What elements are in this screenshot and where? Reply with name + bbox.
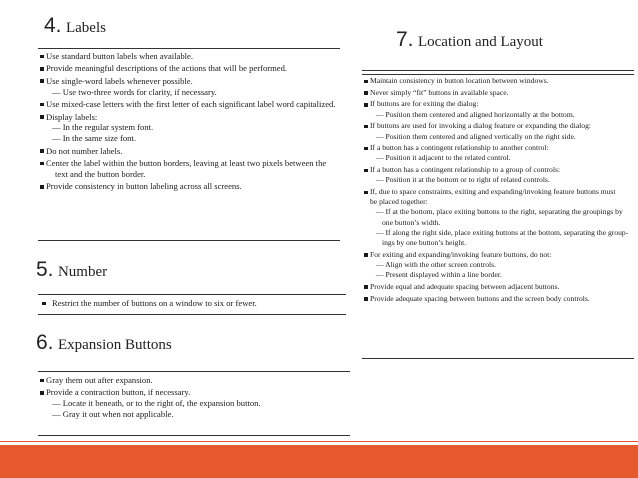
list-item: If buttons are used for invoking a dialog feature or expanding the dialog: xyxy=(364,121,638,131)
list-item: Provide equal and adequate spacing between adjacent buttons. xyxy=(364,282,638,292)
expansion-top-rule xyxy=(38,371,350,372)
number-top-rule xyxy=(38,294,346,295)
list-item: Restrict the number of buttons on a window to six or fewer. xyxy=(40,298,350,309)
number-bottom-rule xyxy=(38,314,346,315)
expansion-heading-number: 6. xyxy=(36,331,54,354)
list-subitem: — Position them centered and aligned horizontally at the bottom. xyxy=(376,109,575,119)
footer-accent-line xyxy=(0,441,638,442)
labels-list xyxy=(40,51,360,192)
list-continuation: ings by one button’s height. xyxy=(382,238,467,248)
list-subitem: — If at the bottom, place exiting buttons to the right, separating the groupings by xyxy=(376,207,623,217)
list-subitem: — In the same size font. xyxy=(52,133,137,144)
expansion-list xyxy=(40,375,360,420)
list-subitem: — If along the right side, place exiting buttons at the bottom, separating the group- xyxy=(376,227,629,237)
list-subitem: — Position them centered and aligned vertically on the right side. xyxy=(376,131,576,141)
list-subitem: — Locate it beneath, or to the right of, the expansion button. xyxy=(52,398,261,409)
list-continuation: text and the button border. xyxy=(55,169,146,180)
list-continuation: one button’s width. xyxy=(382,217,441,227)
labels-top-rule xyxy=(38,48,340,49)
list-continuation: be placed together: xyxy=(370,197,428,207)
list-subitem: — Position it at the bottom or to right of related controls. xyxy=(376,175,550,185)
location-heading-number: 7. xyxy=(396,28,414,51)
list-item: If buttons are for exiting the dialog: xyxy=(364,99,638,109)
number-list xyxy=(40,298,350,309)
number-heading-number: 5. xyxy=(36,258,54,281)
list-item: Maintain consistency in button location between windows. xyxy=(364,76,638,86)
expansion-bottom-rule xyxy=(38,435,350,436)
list-item: Never simply “fit” buttons in available space. xyxy=(364,88,638,98)
location-heading-title: Location and Layout xyxy=(417,34,543,50)
labels-bottom-rule xyxy=(38,240,340,241)
list-item: If a button has a contingent relationship to another control: xyxy=(364,143,638,153)
list-item: Display labels: xyxy=(40,112,360,123)
list-subitem: — Present displayed within a line border. xyxy=(376,270,502,280)
list-item: Provide a contraction button, if necessary. xyxy=(40,387,360,398)
list-item: Center the label within the button borders, leaving at least two pixels between the xyxy=(40,158,360,169)
location-bottom-rule xyxy=(362,358,634,359)
footer-bar xyxy=(0,445,638,478)
list-item: Gray them out after expansion. xyxy=(40,375,360,386)
number-heading-title: Number xyxy=(57,264,108,280)
expansion-heading xyxy=(36,331,172,355)
list-item: Provide consistency in button labeling across all screens. xyxy=(40,181,360,192)
list-item: Provide adequate spacing between buttons and the screen body controls. xyxy=(364,294,638,304)
list-item: If, due to space constraints, exiting and expanding/invoking feature buttons must xyxy=(364,187,638,197)
list-item: Use mixed-case letters with the first letter of each significant label word capitalized. xyxy=(40,99,360,110)
list-subitem: — Gray it out when not applicable. xyxy=(52,409,174,420)
location-list xyxy=(364,76,638,304)
list-item: Provide meaningful descriptions of the actions that will be performed. xyxy=(40,63,360,74)
list-item: Use standard button labels when available. xyxy=(40,51,360,62)
list-item: Use single-word labels whenever possible. xyxy=(40,76,360,87)
labels-heading-title: Labels xyxy=(65,20,106,36)
location-top-rule-2 xyxy=(362,74,634,75)
list-item: Do not number labels. xyxy=(40,146,360,157)
location-top-rule xyxy=(362,70,634,71)
list-subitem: — Align with the other screen controls. xyxy=(376,259,496,269)
expansion-heading-title: Expansion Buttons xyxy=(57,337,172,353)
labels-heading xyxy=(44,14,106,38)
list-subitem: — Use two-three words for clarity, if necessary. xyxy=(52,86,217,97)
location-heading xyxy=(396,28,543,52)
list-item: For exiting and expanding/invoking feature buttons, do not: xyxy=(364,250,638,260)
list-subitem: — Position it adjacent to the related control. xyxy=(376,153,511,163)
list-item: If a button has a contingent relationship to a group of controls: xyxy=(364,165,638,175)
number-heading xyxy=(36,258,107,282)
labels-heading-number: 4. xyxy=(44,14,62,37)
list-subitem: — In the regular system font. xyxy=(52,122,154,133)
